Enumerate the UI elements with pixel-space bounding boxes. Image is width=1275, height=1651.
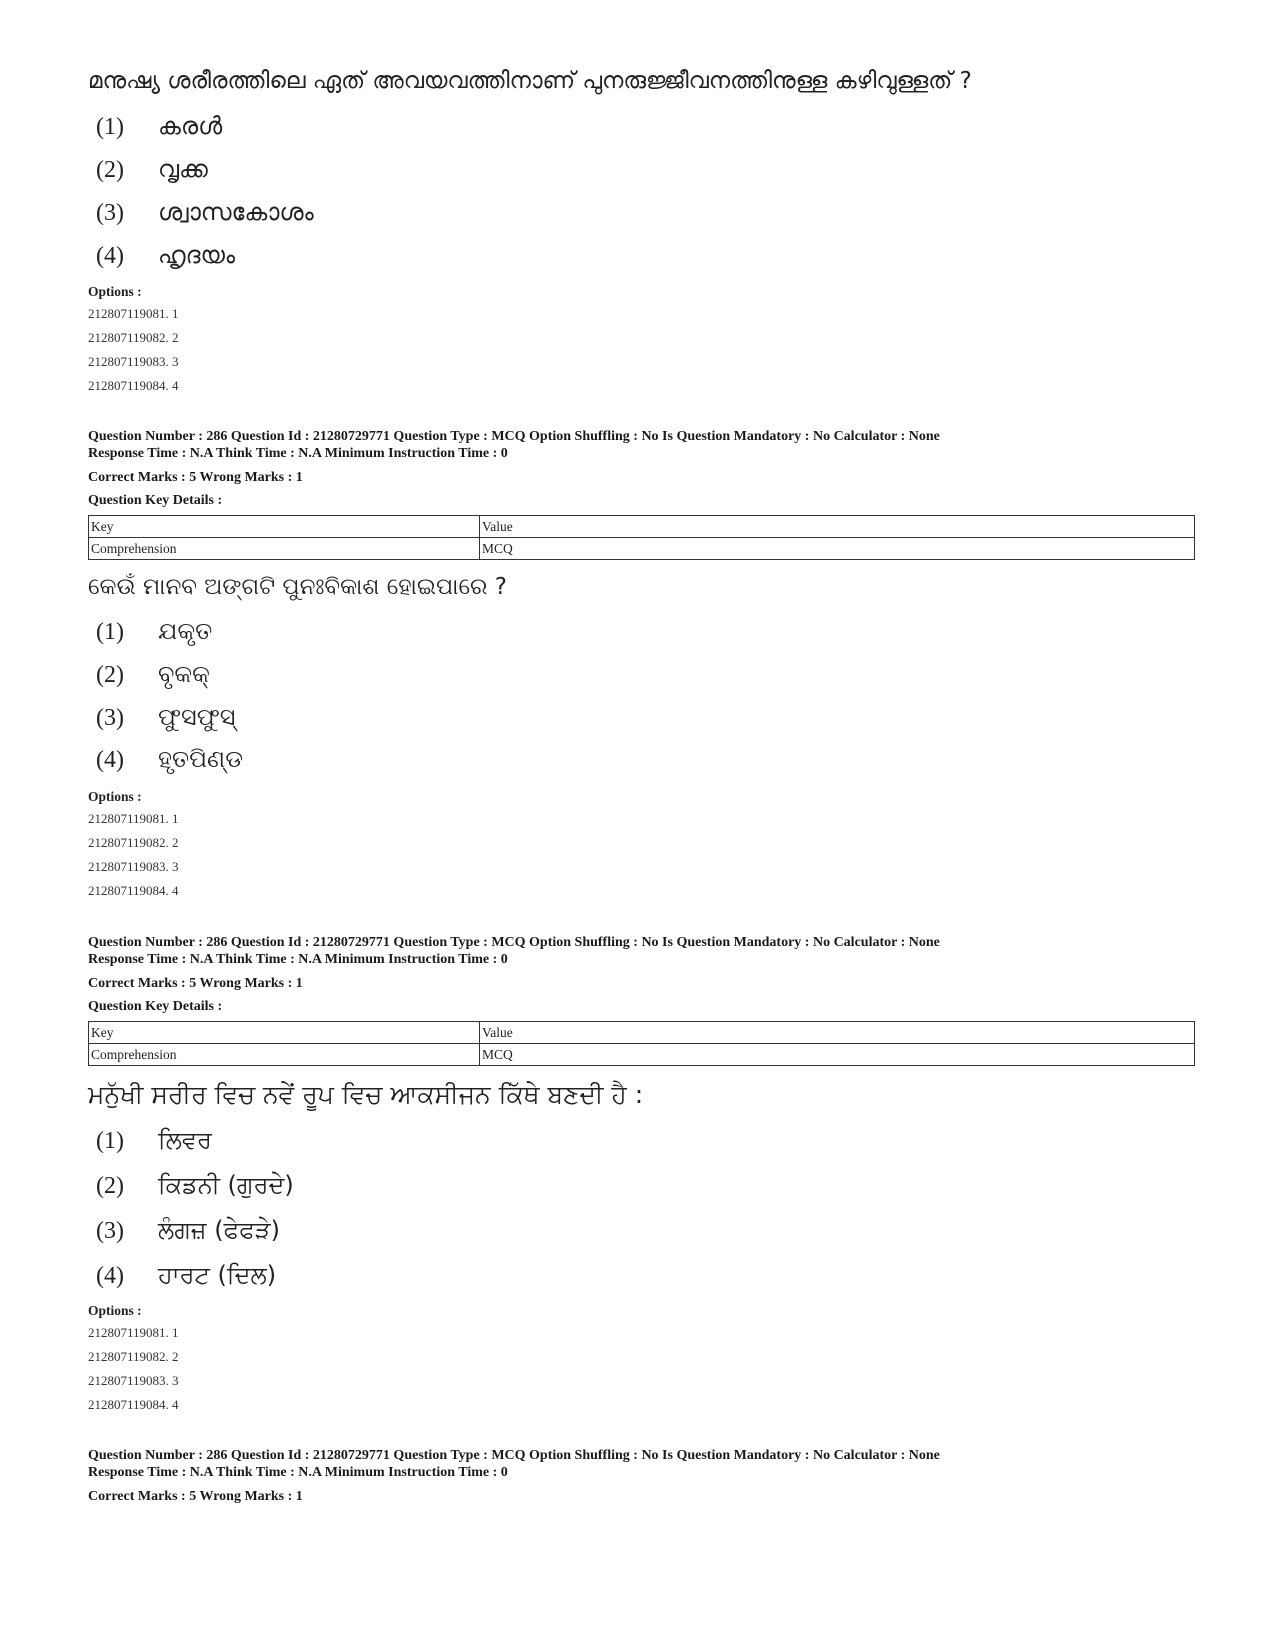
option-number: (2) bbox=[96, 157, 124, 183]
option-id: 212807119081. 1 bbox=[88, 306, 179, 321]
table-header-value: Value bbox=[480, 1022, 1195, 1044]
option-text: ਕਿਡਨੀ (ਗੁਰਦੇ) bbox=[158, 1171, 294, 1199]
options-label: Options : bbox=[88, 789, 142, 804]
option-id: 212807119084. 4 bbox=[88, 1397, 179, 1412]
option-item bbox=[96, 660, 210, 689]
table-header-key: Key bbox=[89, 1022, 480, 1044]
table-cell-key: Comprehension bbox=[89, 538, 480, 560]
meta-line: Response Time : N.A Think Time : N.A Minimum Instruction Time : 0 bbox=[88, 446, 508, 461]
option-text: വൃക്ക bbox=[158, 155, 208, 183]
option-ids bbox=[88, 1321, 179, 1417]
option-id: 212807119083. 3 bbox=[88, 1373, 179, 1388]
option-id: 212807119084. 4 bbox=[88, 883, 179, 898]
option-number: (4) bbox=[96, 1263, 124, 1289]
option-id: 212807119083. 3 bbox=[88, 354, 179, 369]
option-text: കരൾ bbox=[158, 112, 223, 140]
key-details-table bbox=[88, 515, 1195, 560]
table-header-value: Value bbox=[480, 516, 1195, 538]
key-details-table bbox=[88, 1021, 1195, 1066]
option-number: (3) bbox=[96, 200, 124, 226]
option-item bbox=[96, 617, 212, 646]
option-item bbox=[96, 155, 208, 184]
marks-line: Correct Marks : 5 Wrong Marks : 1 bbox=[88, 470, 303, 485]
table-cell-value: MCQ bbox=[480, 538, 1195, 560]
option-id: 212807119083. 3 bbox=[88, 859, 179, 874]
meta-line: Question Number : 286 Question Id : 21280729771 Question Type : MCQ Option Shuffling : No Is Question Mandatory : No Calculator : None bbox=[88, 935, 940, 950]
table-row bbox=[89, 1044, 1195, 1066]
option-text: ഹൃദയം bbox=[158, 241, 236, 269]
option-number: (4) bbox=[96, 747, 124, 773]
option-item bbox=[96, 198, 314, 227]
question-text: କେଉଁ ମାନବ ଅଙ୍ଗଟି ପୁନଃବିକାଶ ହୋଇପାରେ ? bbox=[88, 574, 507, 600]
option-item bbox=[96, 1216, 280, 1245]
option-id: 212807119082. 2 bbox=[88, 1349, 179, 1364]
option-id: 212807119082. 2 bbox=[88, 330, 179, 345]
meta-line: Question Number : 286 Question Id : 21280729771 Question Type : MCQ Option Shuffling : No Is Question Mandatory : No Calculator : None bbox=[88, 429, 940, 444]
marks-line: Correct Marks : 5 Wrong Marks : 1 bbox=[88, 976, 303, 991]
option-item bbox=[96, 241, 235, 270]
option-item bbox=[96, 703, 235, 732]
option-item bbox=[96, 112, 222, 141]
option-number: (2) bbox=[96, 1173, 124, 1199]
meta-line: Response Time : N.A Think Time : N.A Minimum Instruction Time : 0 bbox=[88, 952, 508, 967]
question-text: മനുഷ്യ ശരീരത്തിലെ ഏത് അവയവത്തിനാണ് പുനരുജ്ജീവനത്തിനുള്ള കഴിവുള്ളത് ? bbox=[88, 68, 972, 94]
option-text: ਲਿਵਰ bbox=[158, 1126, 212, 1154]
option-number: (2) bbox=[96, 662, 124, 688]
option-item bbox=[96, 1126, 212, 1155]
question-meta bbox=[88, 1447, 940, 1481]
table-row bbox=[89, 1022, 1195, 1044]
question-text: ਮਨੁੱਖੀ ਸਰੀਰ ਵਿਚ ਨਵੇਂ ਰੂਪ ਵਿਚ ਆਕਸੀਜਨ ਕਿੱਥੇ ਬਣਦੀ ਹੈ : bbox=[88, 1080, 644, 1109]
option-number: (1) bbox=[96, 1128, 124, 1154]
option-number: (1) bbox=[96, 114, 124, 140]
table-cell-key: Comprehension bbox=[89, 1044, 480, 1066]
options-label: Options : bbox=[88, 284, 142, 299]
options-label: Options : bbox=[88, 1303, 142, 1318]
key-details-label: Question Key Details : bbox=[88, 999, 223, 1014]
option-item bbox=[96, 745, 243, 774]
question-meta bbox=[88, 934, 940, 968]
option-text: ശ്വാസകോശം bbox=[158, 198, 314, 226]
option-number: (3) bbox=[96, 705, 124, 731]
option-item bbox=[96, 1171, 294, 1200]
table-row bbox=[89, 538, 1195, 560]
option-ids bbox=[88, 807, 179, 903]
option-ids bbox=[88, 302, 179, 398]
option-id: 212807119081. 1 bbox=[88, 811, 179, 826]
option-text: ହୃତପିଣ୍ଡ bbox=[158, 745, 243, 773]
option-text: ਲੰਗਜ਼ (ਫੇਫੜੇ) bbox=[158, 1216, 280, 1244]
option-id: 212807119081. 1 bbox=[88, 1325, 179, 1340]
table-header-key: Key bbox=[89, 516, 480, 538]
option-number: (1) bbox=[96, 619, 124, 645]
option-number: (3) bbox=[96, 1218, 124, 1244]
table-row bbox=[89, 516, 1195, 538]
option-text: ਹਾਰਟ (ਦਿਲ) bbox=[158, 1261, 277, 1289]
option-id: 212807119082. 2 bbox=[88, 835, 179, 850]
question-meta bbox=[88, 428, 940, 462]
meta-line: Question Number : 286 Question Id : 21280729771 Question Type : MCQ Option Shuffling : No Is Question Mandatory : No Calculator : None bbox=[88, 1448, 940, 1463]
option-id: 212807119084. 4 bbox=[88, 378, 179, 393]
meta-line: Response Time : N.A Think Time : N.A Minimum Instruction Time : 0 bbox=[88, 1465, 508, 1480]
table-cell-value: MCQ bbox=[480, 1044, 1195, 1066]
option-item bbox=[96, 1261, 276, 1290]
key-details-label: Question Key Details : bbox=[88, 493, 223, 508]
option-text: ଫୁସଫୁସ୍ bbox=[158, 703, 236, 731]
option-text: ବୃକକ୍ bbox=[158, 660, 210, 688]
option-text: ଯକୃତ bbox=[158, 617, 213, 645]
marks-line: Correct Marks : 5 Wrong Marks : 1 bbox=[88, 1489, 303, 1504]
option-number: (4) bbox=[96, 243, 124, 269]
